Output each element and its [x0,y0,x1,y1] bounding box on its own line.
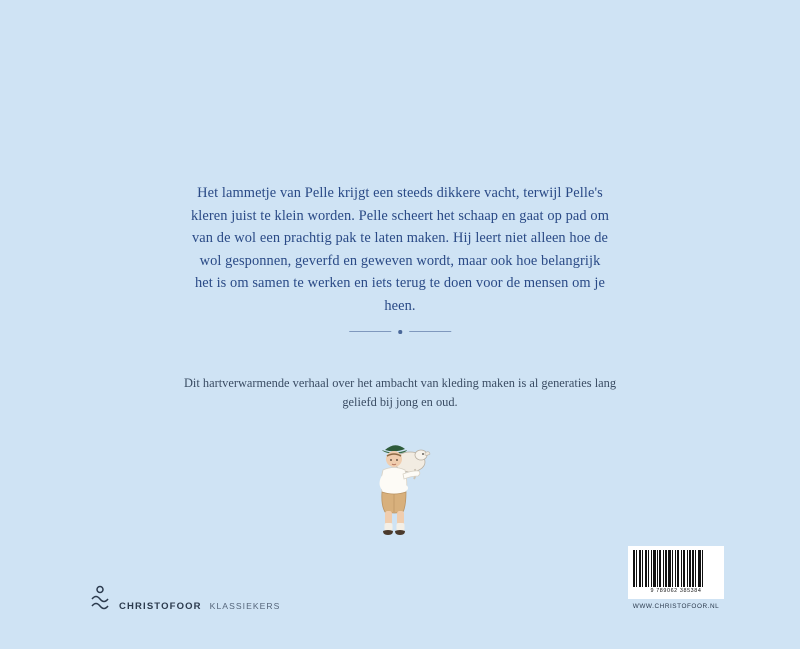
book-tagline: Dit hartverwarmende verhaal over het ambacht van kleding maken is al generaties lang geliefd bij jong en oud. [183,376,617,410]
divider-rule-right [409,331,451,332]
publisher-name: CHRISTOFOOR [119,601,202,612]
barcode-bars [633,550,719,587]
publisher-series: KLASSIEKERS [209,601,281,611]
publisher-logo-block [90,583,280,613]
publisher-website: WWW.CHRISTOFOOR.NL [632,603,720,610]
barcode-digits: 9 789062 385384 [650,588,702,594]
ornamental-divider [349,330,451,334]
book-description: Het lammetje van Pelle krijgt een steeds dikkere vacht, terwijl Pelle's kleren juist te klein worden. Pelle scheert het schaap en gaat op pad om van de wol een prachtig pak te laten maken. Hij leert niet alleen hoe de wol gesponnen, geverfd en geweven wordt, maar ook hoe belangrijk het is om samen te werken en iets terug te doen voor de mensen om je heen. [191,185,609,314]
divider-dot-icon [398,330,402,334]
barcode [628,546,724,599]
boy-carrying-lamb-illustration [363,422,437,540]
divider-rule-left [349,331,391,332]
christofoor-wave-icon [90,583,110,613]
